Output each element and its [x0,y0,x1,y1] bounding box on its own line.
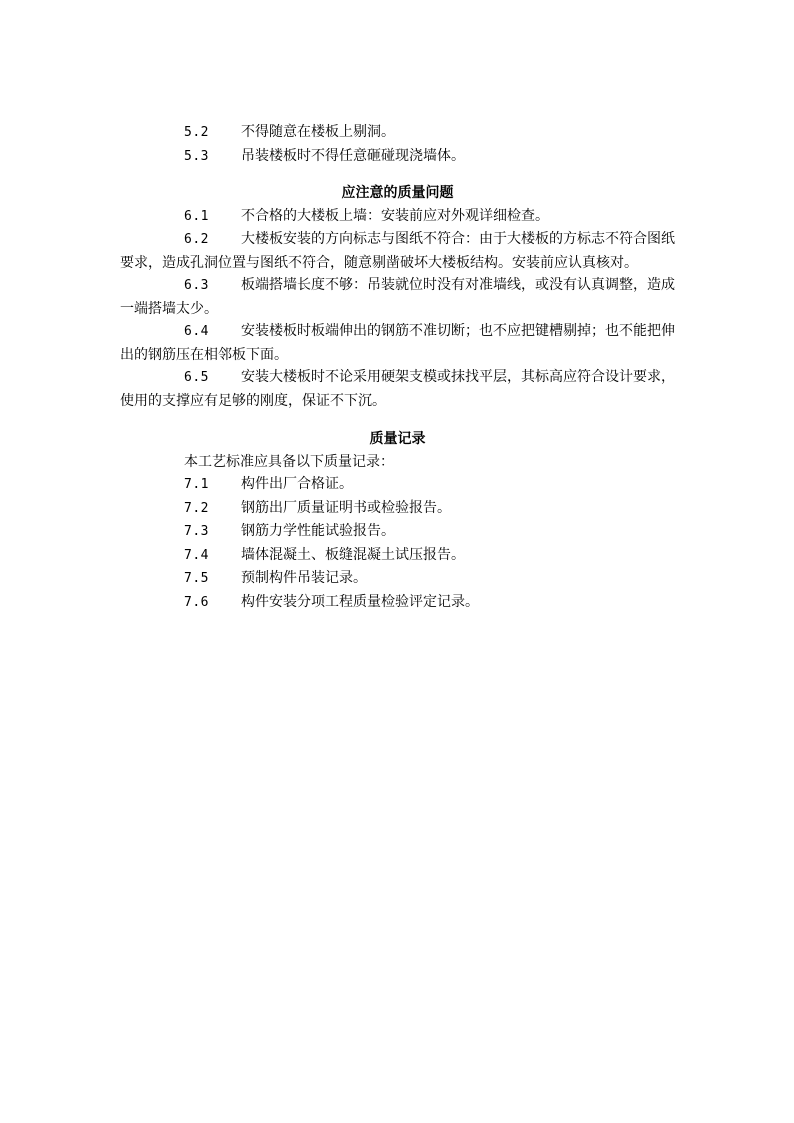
item-text: 不合格的大楼板上墙：安装前应对外观详细检查。 [241,207,549,224]
list-item-5-2 [120,121,675,145]
list-item-6-5 [120,366,675,412]
item-number: 6.5 [184,370,209,385]
document-page [120,121,675,614]
item-text: 板端搭墙长度不够：吊装就位时没有对准墙线，或没有认真调整，造成一端搭墙太少。 [120,277,675,317]
item-text: 钢筋力学性能试验报告。 [241,523,395,539]
item-number: 7.6 [184,594,209,610]
item-text: 吊装楼板时不得任意砸碰现浇墙体。 [241,147,465,164]
item-text: 大楼板安装的方向标志与图纸不符合：由于大楼板的方标志不符合图纸要求，造成孔洞位置与图纸不符合，随意剔凿破坏大楼板结构。安装前应认真核对。 [120,231,675,271]
item-text: 安装大楼板时不论采用硬架支模或抹找平层，其标高应符合设计要求，使用的支撑应有足够的刚度，保证不下沉。 [120,369,675,409]
list-item-7-3 [120,520,675,544]
list-item-6-1 [120,205,675,229]
section-5-list [120,121,675,168]
item-text: 安装楼板时板端伸出的钢筋不准切断；也不应把键槽剔掉；也不能把伸出的钢筋压在相邻板下面。 [120,323,675,363]
item-number: 6.1 [184,208,209,224]
section-6-heading: 应注意的质量问题 [341,185,454,201]
item-number: 5.3 [184,148,209,164]
item-number: 7.4 [184,547,209,563]
item-text: 不得随意在楼板上剔洞。 [241,124,395,140]
item-number: 7.1 [184,477,209,492]
section-7-heading: 质量记录 [369,431,426,447]
list-item-7-4 [120,544,675,568]
item-number: 6.2 [184,232,209,247]
list-item-6-4 [120,320,675,366]
list-item-5-3 [120,145,675,169]
list-item-6-3 [120,274,675,320]
section-6-list [120,205,675,413]
item-number: 6.3 [184,278,209,293]
item-number: 5.2 [184,125,209,140]
item-number: 6.4 [184,324,209,339]
list-item-7-1 [120,473,675,497]
list-item-6-2 [120,228,675,274]
section-7-list [120,473,675,614]
item-text: 墙体混凝土、板缝混凝土试压报告。 [241,546,465,563]
section-7-intro: 本工艺标准应具备以下质量记录： [184,453,394,470]
list-item-7-2 [120,497,675,521]
item-text: 构件出厂合格证。 [241,476,353,492]
list-item-7-5 [120,567,675,591]
item-text: 预制构件吊装记录。 [241,570,367,586]
item-number: 7.3 [184,524,209,539]
item-number: 7.5 [184,571,209,586]
list-item-7-6 [120,591,675,615]
item-text: 钢筋出厂质量证明书或检验报告。 [241,499,451,516]
item-text: 构件安装分项工程质量检验评定记录。 [241,593,479,610]
item-number: 7.2 [184,500,209,516]
